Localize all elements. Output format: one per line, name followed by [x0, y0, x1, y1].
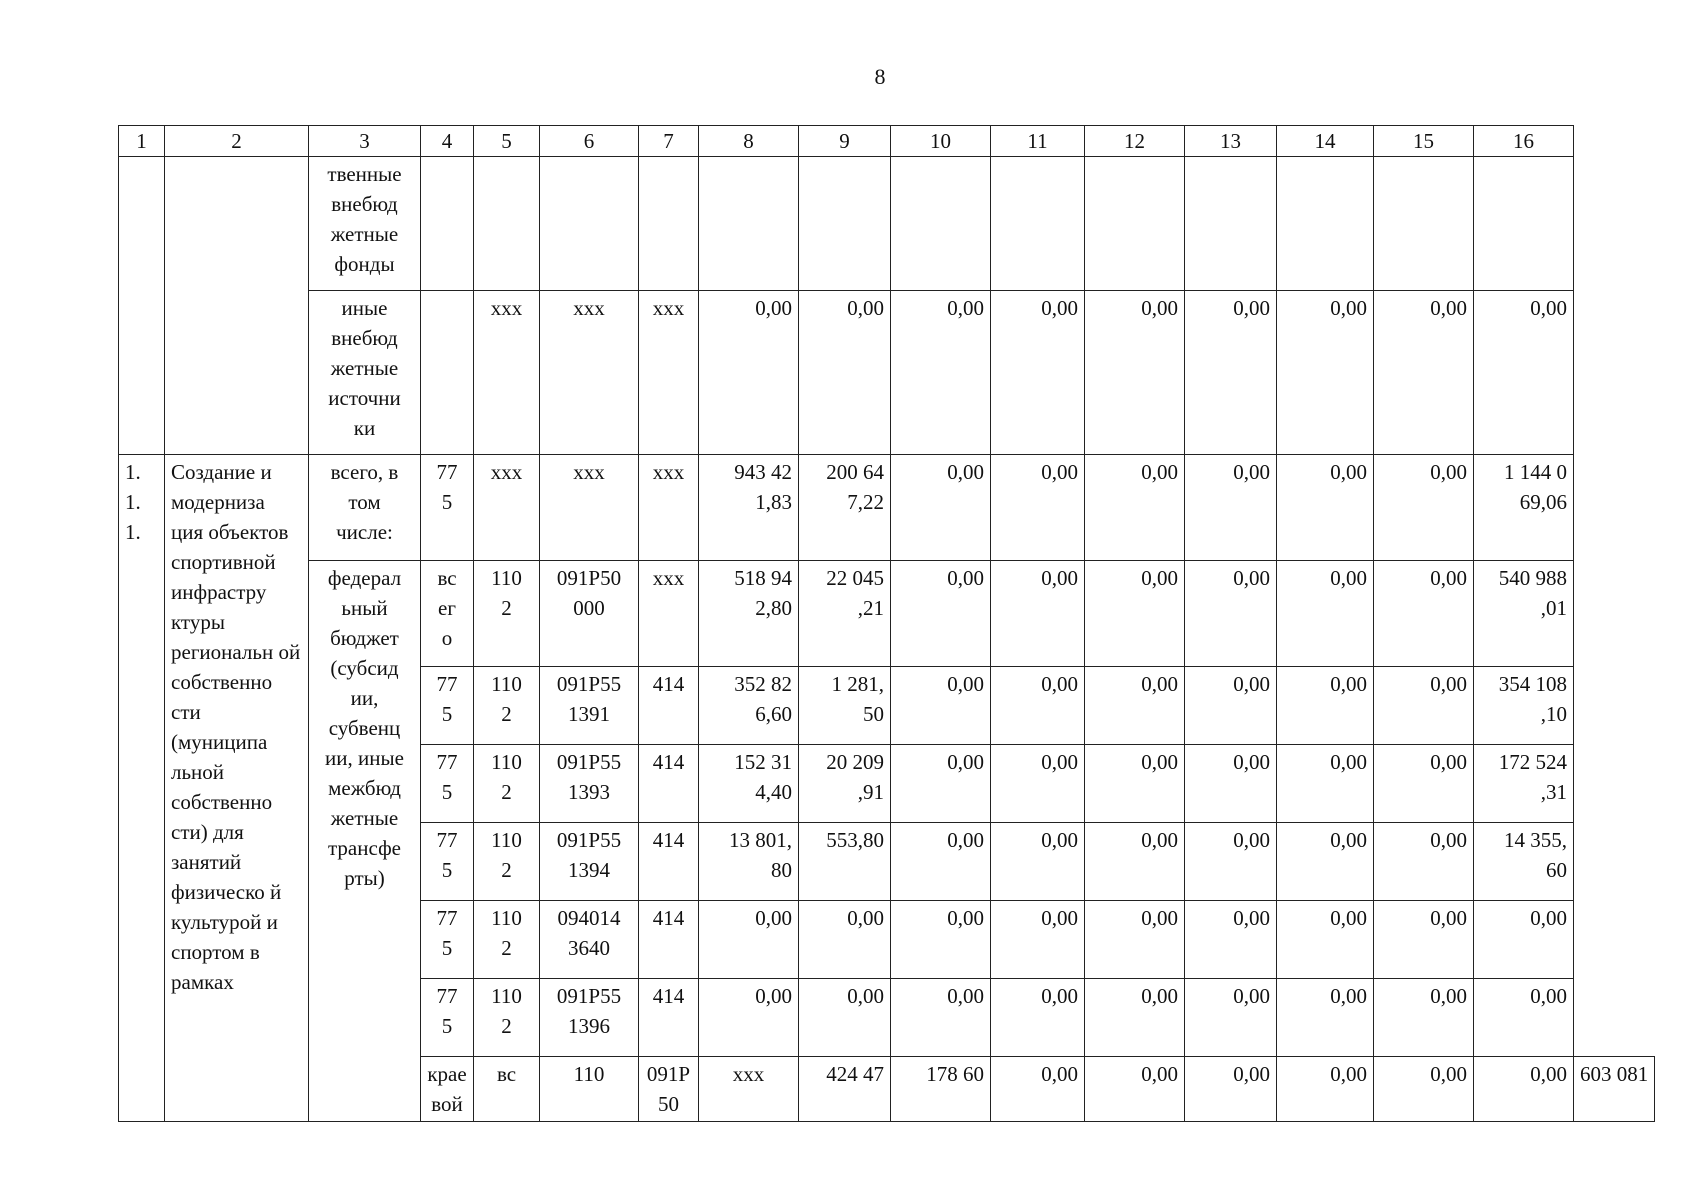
value-cell: 0,00 [1474, 979, 1574, 1057]
header-row [119, 126, 1655, 157]
value-cell: 0,00 [1185, 291, 1277, 455]
value-cell: 0,00 [991, 667, 1085, 745]
item-description: Создание и модерниза ция объектов спортивной инфрастру ктуры региональн ой собственно сти (муниципа льной собственно сти) для занятий физическо й культурой и спортом в рамках [165, 455, 309, 1122]
value-cell: 0,00 [1374, 291, 1474, 455]
cell [699, 157, 799, 291]
cell: ххх [639, 561, 699, 667]
cell [421, 157, 474, 291]
value-cell: 0,00 [1185, 979, 1277, 1057]
source-cell: краевой [421, 1057, 474, 1122]
cell: 110 [540, 1057, 639, 1122]
value-cell: 0,00 [891, 745, 991, 823]
value-cell: 1 144 0 69,06 [1474, 455, 1574, 561]
cell: 414 [639, 979, 699, 1057]
value-cell: 20 209 ,91 [799, 745, 891, 823]
value-cell: 0,00 [1085, 455, 1185, 561]
cell: 094014 3640 [540, 901, 639, 979]
value-cell: 0,00 [799, 979, 891, 1057]
value-cell: 0,00 [1085, 291, 1185, 455]
header-cell: 16 [1474, 126, 1574, 157]
header-cell: 7 [639, 126, 699, 157]
value-cell: 518 94 2,80 [699, 561, 799, 667]
cell [891, 157, 991, 291]
value-cell: 0,00 [1374, 979, 1474, 1057]
header-cell: 9 [799, 126, 891, 157]
header-cell: 5 [474, 126, 540, 157]
value-cell: 0,00 [891, 901, 991, 979]
cell: 77 5 [421, 455, 474, 561]
cell: ххх [699, 1057, 799, 1122]
cell [119, 157, 165, 455]
budget-table [118, 125, 1655, 1122]
header-cell: 1 [119, 126, 165, 157]
value-cell: 352 82 6,60 [699, 667, 799, 745]
value-cell: 172 524 ,31 [1474, 745, 1574, 823]
header-cell: 6 [540, 126, 639, 157]
cell [1085, 157, 1185, 291]
value-cell: 0,00 [1277, 667, 1374, 745]
cell: 110 2 [474, 979, 540, 1057]
cell: 091Р50 [639, 1057, 699, 1122]
value-cell: 0,00 [1085, 901, 1185, 979]
cell: 091Р55 1396 [540, 979, 639, 1057]
value-cell: 0,00 [1185, 1057, 1277, 1122]
value-cell: 0,00 [1185, 901, 1277, 979]
value-cell: 0,00 [991, 979, 1085, 1057]
source-cell: федерал ьный бюджет (субсид ии, субвенц ии, иные межбюд жетные трансфе рты) [309, 561, 421, 1122]
cell [799, 157, 891, 291]
cell: 091Р55 1393 [540, 745, 639, 823]
value-cell: 0,00 [1474, 291, 1574, 455]
value-cell: 1 281, 50 [799, 667, 891, 745]
value-cell: 0,00 [1277, 979, 1374, 1057]
cell: 414 [639, 667, 699, 745]
cell: 110 2 [474, 561, 540, 667]
value-cell: 0,00 [1185, 823, 1277, 901]
value-cell: 0,00 [1277, 561, 1374, 667]
value-cell: 0,00 [699, 979, 799, 1057]
value-cell: 0,00 [991, 1057, 1085, 1122]
cell: ххх [540, 291, 639, 455]
header-cell: 10 [891, 126, 991, 157]
value-cell: 0,00 [1277, 1057, 1374, 1122]
value-cell: 0,00 [1185, 455, 1277, 561]
value-cell: 0,00 [1474, 1057, 1574, 1122]
value-cell: 553,80 [799, 823, 891, 901]
cell: ххх [474, 291, 540, 455]
value-cell: 0,00 [991, 745, 1085, 823]
value-cell: 943 42 1,83 [699, 455, 799, 561]
value-cell: 0,00 [699, 901, 799, 979]
value-cell: 603 081 [1574, 1057, 1655, 1122]
value-cell: 0,00 [891, 979, 991, 1057]
value-cell: 13 801, 80 [699, 823, 799, 901]
cell: 091Р55 1394 [540, 823, 639, 901]
value-cell: 0,00 [1085, 1057, 1185, 1122]
source-cell: твенные внебюд жетные фонды [309, 157, 421, 291]
value-cell: 0,00 [1085, 667, 1185, 745]
cell: 110 2 [474, 823, 540, 901]
table-row [119, 291, 1655, 455]
cell [1474, 157, 1574, 291]
value-cell: 178 60 [891, 1057, 991, 1122]
value-cell: 0,00 [1085, 745, 1185, 823]
cell: 77 5 [421, 745, 474, 823]
value-cell: 0,00 [699, 291, 799, 455]
value-cell: 0,00 [1085, 561, 1185, 667]
source-cell: всего, в том числе: [309, 455, 421, 561]
value-cell: 0,00 [1374, 901, 1474, 979]
cell: 77 5 [421, 979, 474, 1057]
item-number: 1. 1. 1. [119, 455, 165, 1122]
header-cell: 2 [165, 126, 309, 157]
cell [1374, 157, 1474, 291]
header-cell: 8 [699, 126, 799, 157]
value-cell: 0,00 [991, 561, 1085, 667]
value-cell: 0,00 [991, 823, 1085, 901]
cell: 77 5 [421, 667, 474, 745]
value-cell: 0,00 [1374, 455, 1474, 561]
value-cell: 22 045 ,21 [799, 561, 891, 667]
cell [165, 157, 309, 455]
cell: 414 [639, 823, 699, 901]
value-cell: 540 988 ,01 [1474, 561, 1574, 667]
cell [1277, 157, 1374, 291]
value-cell: 0,00 [891, 823, 991, 901]
cell [639, 157, 699, 291]
cell: вс [474, 1057, 540, 1122]
value-cell: 0,00 [891, 561, 991, 667]
cell: ххх [639, 291, 699, 455]
value-cell: 0,00 [1277, 823, 1374, 901]
value-cell: 0,00 [1277, 901, 1374, 979]
value-cell: 0,00 [799, 901, 891, 979]
value-cell: 0,00 [991, 291, 1085, 455]
cell [991, 157, 1085, 291]
value-cell: 14 355, 60 [1474, 823, 1574, 901]
cell: 77 5 [421, 901, 474, 979]
value-cell: 0,00 [891, 667, 991, 745]
value-cell: 0,00 [1185, 561, 1277, 667]
value-cell: 0,00 [1085, 979, 1185, 1057]
table-row [119, 455, 1655, 561]
value-cell: 0,00 [1374, 1057, 1474, 1122]
value-cell: 152 31 4,40 [699, 745, 799, 823]
value-cell: 0,00 [1277, 745, 1374, 823]
value-cell: 0,00 [1185, 667, 1277, 745]
cell: 110 2 [474, 901, 540, 979]
value-cell: 0,00 [1374, 561, 1474, 667]
value-cell: 424 47 [799, 1057, 891, 1122]
value-cell: 0,00 [1374, 745, 1474, 823]
table-row [119, 157, 1655, 291]
value-cell: 0,00 [891, 455, 991, 561]
value-cell: 0,00 [991, 901, 1085, 979]
cell: ххх [540, 455, 639, 561]
cell: 77 5 [421, 823, 474, 901]
cell [421, 291, 474, 455]
page-number: 8 [874, 64, 886, 89]
cell: 091Р50 000 [540, 561, 639, 667]
cell [1185, 157, 1277, 291]
header-cell: 12 [1085, 126, 1185, 157]
value-cell: 0,00 [1374, 667, 1474, 745]
cell: 110 2 [474, 667, 540, 745]
header-cell: 14 [1277, 126, 1374, 157]
cell [474, 157, 540, 291]
cell: 414 [639, 745, 699, 823]
value-cell: 0,00 [1277, 455, 1374, 561]
value-cell: 0,00 [1277, 291, 1374, 455]
value-cell: 0,00 [1185, 745, 1277, 823]
header-cell: 11 [991, 126, 1085, 157]
value-cell: 0,00 [1085, 823, 1185, 901]
header-cell: 13 [1185, 126, 1277, 157]
value-cell: 0,00 [991, 455, 1085, 561]
value-cell: 0,00 [891, 291, 991, 455]
cell: 414 [639, 901, 699, 979]
cell: 091Р55 1391 [540, 667, 639, 745]
cell: вс ег о [421, 561, 474, 667]
cell: ххх [639, 455, 699, 561]
value-cell: 0,00 [1374, 823, 1474, 901]
header-cell: 3 [309, 126, 421, 157]
cell: 110 2 [474, 745, 540, 823]
value-cell: 0,00 [799, 291, 891, 455]
cell: ххх [474, 455, 540, 561]
cell [540, 157, 639, 291]
header-cell: 15 [1374, 126, 1474, 157]
value-cell: 200 64 7,22 [799, 455, 891, 561]
value-cell: 0,00 [1474, 901, 1574, 979]
source-cell: иные внебюд жетные источни ки [309, 291, 421, 455]
value-cell: 354 108 ,10 [1474, 667, 1574, 745]
header-cell: 4 [421, 126, 474, 157]
table-row [119, 561, 1655, 667]
